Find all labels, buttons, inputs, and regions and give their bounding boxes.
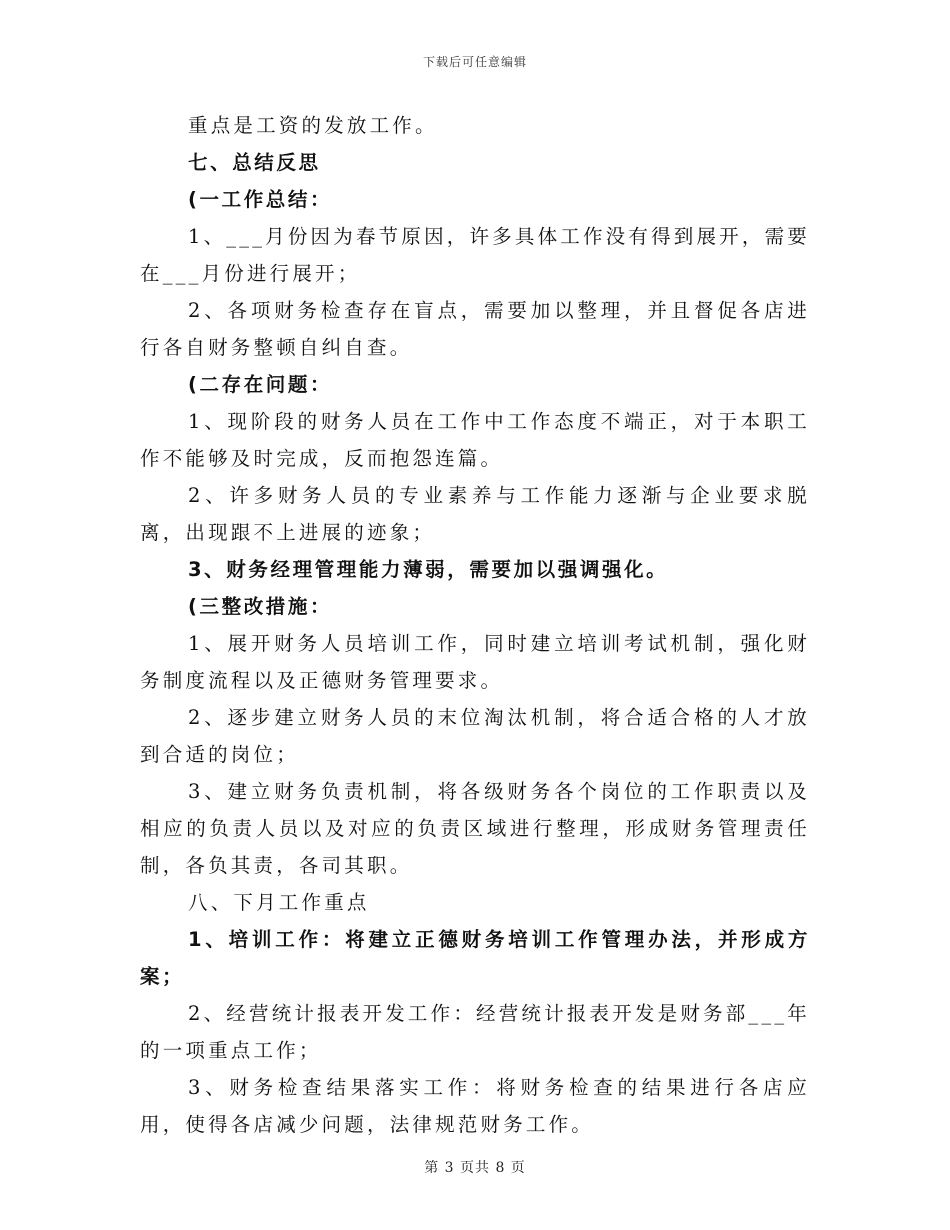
paragraph: 2、经营统计报表开发工作：经营统计报表开发是财务部___年的一项重点工作；	[140, 1002, 810, 1062]
paragraph: 3、财务经理管理能力薄弱，需要加以强调强化。	[188, 558, 669, 581]
page-number: 第 3 页共 8 页	[424, 1160, 526, 1176]
paragraph: 1、___月份因为春节原因，许多具体工作没有得到展开，需要在___月份进行展开；	[140, 225, 810, 285]
paragraph: 1、培训工作：将建立正德财务培训工作管理办法，并形成方案；	[140, 928, 810, 988]
paragraph: 2、许多财务人员的专业素养与工作能力逐渐与企业要求脱离，出现跟不上进展的迹象；	[140, 484, 810, 544]
page-header: 下载后可任意编辑	[422, 55, 527, 69]
subsection-heading: (二存在问题：	[188, 373, 333, 396]
section-heading: 八、下月工作重点	[188, 891, 370, 914]
paragraph: 1、现阶段的财务人员在工作中工作态度不端正，对于本职工作不能够及时完成，反而抱怨连篇。	[140, 410, 810, 470]
paragraph: 2、各项财务检查存在盲点，需要加以整理，并且督促各店进行各自财务整顿自纠自查。	[140, 299, 810, 359]
paragraph: 1、展开财务人员培训工作，同时建立培训考试机制，强化财务制度流程以及正德财务管理要求。	[140, 632, 810, 692]
subsection-heading: (三整改措施：	[188, 595, 333, 618]
paragraph: 2、逐步建立财务人员的末位淘汰机制，将合适合格的人才放到合适的岗位；	[140, 706, 810, 766]
document-body	[140, 107, 810, 1143]
paragraph: 重点是工资的发放工作。	[188, 114, 438, 137]
subsection-heading: (一工作总结：	[188, 188, 333, 211]
paragraph: 3、财务检查结果落实工作：将财务检查的结果进行各店应用，使得各店减少问题，法律规范财务工作。	[140, 1076, 810, 1136]
section-heading: 七、总结反思	[188, 151, 321, 174]
paragraph: 3、建立财务负责机制，将各级财务各个岗位的工作职责以及相应的负责人员以及对应的负责区域进行整理，形成财务管理责任制，各负其责，各司其职。	[140, 780, 810, 877]
